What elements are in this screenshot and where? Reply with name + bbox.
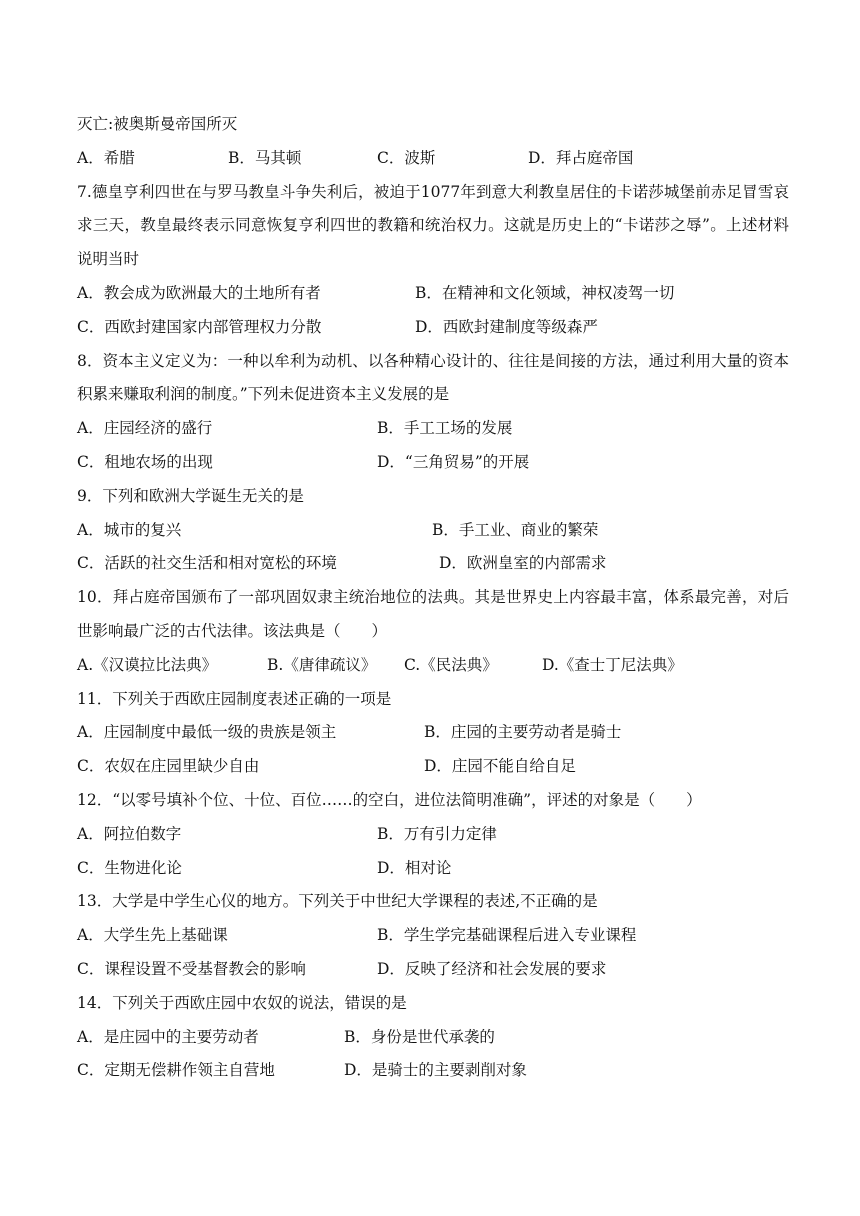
option-b: B．在精神和文化领域，神权凌驾一切 (415, 283, 675, 302)
question-8-options-row-1 (77, 412, 789, 446)
option-b: B．万有引力定律 (377, 824, 497, 843)
option-a: A．希腊 (77, 148, 135, 167)
question-12-options-row-1 (77, 818, 789, 852)
option-d: D．反映了经济和社会发展的要求 (377, 959, 607, 978)
option-c: C.《民法典》 (404, 655, 498, 674)
option-a: A．大学生先上基础课 (77, 926, 228, 945)
option-b: B．手工业、商业的繁荣 (432, 520, 599, 539)
option-c: C．西欧封建国家内部管理权力分散 (77, 317, 322, 336)
option-a: A.《汉谟拉比法典》 (77, 655, 218, 674)
option-d: D．拜占庭帝国 (528, 148, 634, 167)
question-8-options-row-2 (77, 446, 789, 480)
option-d: D．庄园不能自给自足 (424, 757, 576, 776)
intro-options (77, 142, 789, 176)
option-c: C．农奴在庄园里缺少自由 (77, 757, 260, 776)
option-a: A．教会成为欧洲最大的土地所有者 (77, 283, 321, 302)
question-13-options-row-2 (77, 953, 789, 987)
option-d: D．是骑士的主要剥削对象 (344, 1061, 527, 1080)
question-14-options-row-2 (77, 1054, 789, 1088)
option-a: A．城市的复兴 (77, 520, 182, 539)
option-c: C．波斯 (377, 148, 436, 167)
option-d: D．相对论 (377, 858, 452, 877)
option-b: B．庄园的主要劳动者是骑士 (424, 723, 622, 742)
question-9-options-row-2 (77, 547, 789, 581)
option-c: C．生物进化论 (77, 858, 182, 877)
option-c: C．课程设置不受基督教会的影响 (77, 959, 306, 978)
document-page (77, 108, 789, 1088)
question-9-options-row-1 (77, 514, 789, 548)
question-13-text: 13．大学是中学生心仪的地方。下列关于中世纪大学课程的表述,不正确的是 (77, 892, 598, 911)
question-14-options-row-1 (77, 1021, 789, 1055)
question-8-text: 8．资本主义定义为：一种以牟利为动机、以各种精心设计的、往往是间接的方法，通过利用大量的资本积累来赚取利润的制度。”下列未促进资本主义发展的是 (77, 351, 789, 404)
option-b: B．身份是世代承袭的 (344, 1027, 495, 1046)
question-7-text: 7.德皇亨利四世在与罗马教皇斗争失利后，被迫于1077年到意大利教皇居住的卡诺莎城堡前赤足冒雪哀求三天，教皇最终表示同意恢复亨利四世的教籍和统治权力。这就是历史上的“卡诺莎之辱”。上述材料说明当时 (77, 182, 789, 269)
option-a: A．庄园经济的盛行 (77, 419, 213, 438)
option-c: C．租地农场的出现 (77, 452, 213, 471)
option-b: B．手工工场的发展 (377, 419, 513, 438)
option-d: D．西欧封建制度等级森严 (415, 317, 598, 336)
question-11-options-row-1 (77, 716, 789, 750)
question-10-text: 10．拜占庭帝国颁布了一部巩固奴隶主统治地位的法典。其是世界史上内容最丰富，体系最完善，对后世影响最广泛的古代法律。该法典是（ ） (77, 588, 789, 640)
question-7-options-row-2 (77, 311, 789, 345)
question-7-options-row-1 (77, 277, 789, 311)
intro-line: 灭亡:被奥斯曼帝国所灭 (77, 115, 238, 133)
question-10-options (77, 649, 789, 683)
option-b: B．学生学完基础课程后进入专业课程 (377, 926, 637, 945)
option-d: D．欧洲皇室的内部需求 (439, 554, 607, 573)
option-c: C．活跃的社交生活和相对宽松的环境 (77, 554, 337, 573)
question-9-text: 9．下列和欧洲大学诞生无关的是 (77, 486, 304, 505)
option-c: C．定期无偿耕作领主自营地 (77, 1061, 275, 1080)
question-14-text: 14．下列关于西欧庄园中农奴的说法，错误的是 (77, 993, 407, 1012)
option-a: A．阿拉伯数字 (77, 824, 182, 843)
option-b: B.《唐律疏议》 (267, 655, 377, 674)
option-b: B．马其顿 (228, 148, 302, 167)
question-11-options-row-2 (77, 750, 789, 784)
question-12-options-row-2 (77, 852, 789, 886)
question-11-text: 11．下列关于西欧庄园制度表述正确的一项是 (77, 689, 392, 708)
question-12-text: 12．“以零号填补个位、十位、百位……的空白，进位法简明准确”，评述的对象是（ ） (77, 790, 702, 809)
option-d: D．“三角贸易”的开展 (377, 452, 530, 471)
option-d: D.《查士丁尼法典》 (542, 655, 683, 674)
question-13-options-row-1 (77, 919, 789, 953)
option-a: A．庄园制度中最低一级的贵族是领主 (77, 723, 337, 742)
option-a: A．是庄园中的主要劳动者 (77, 1027, 259, 1046)
